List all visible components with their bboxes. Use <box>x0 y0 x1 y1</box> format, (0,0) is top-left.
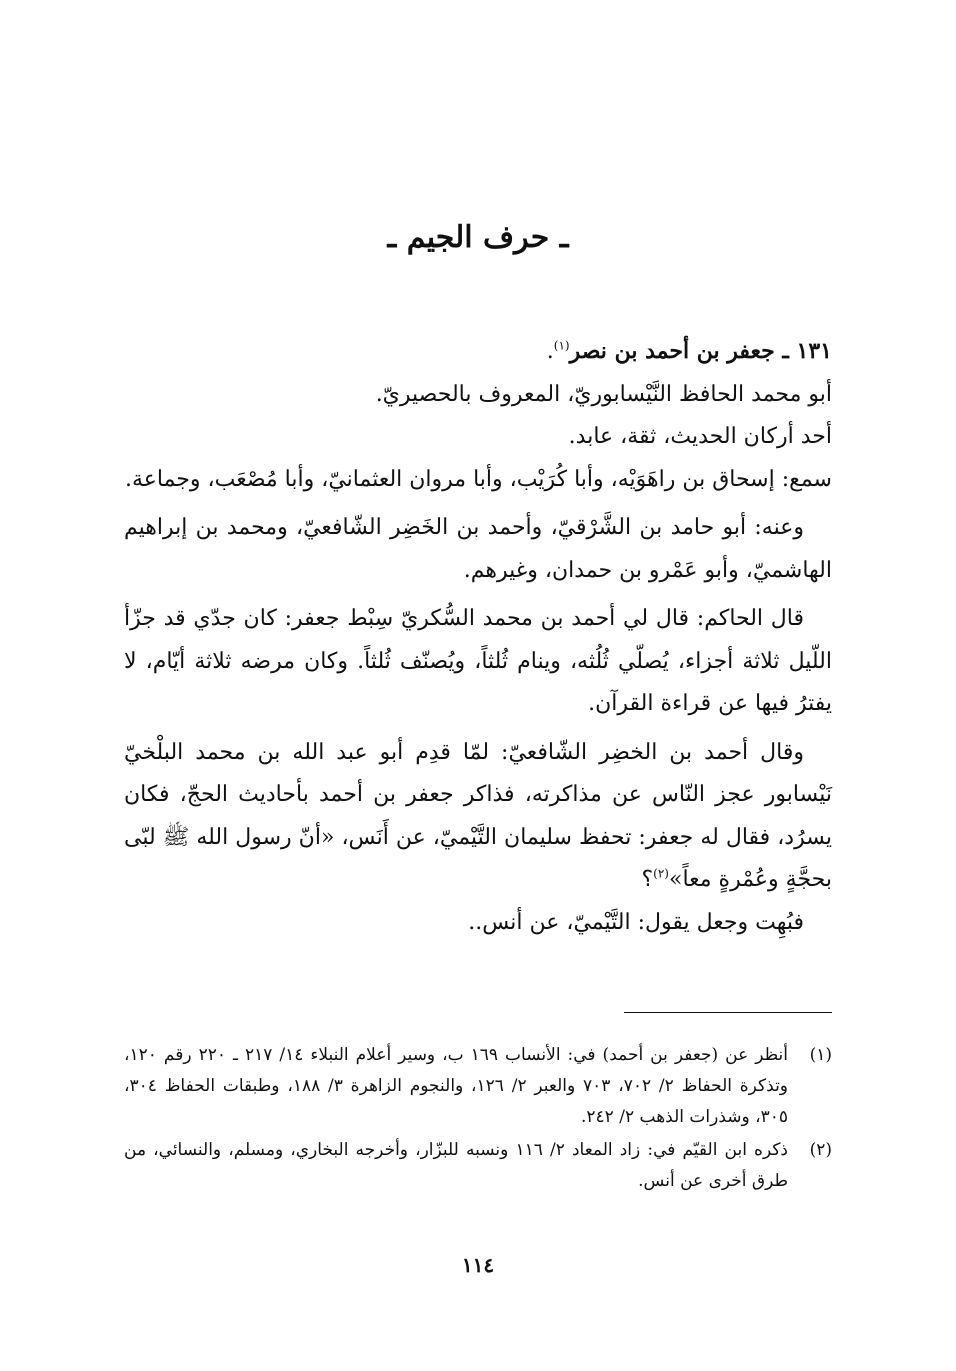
page-number: ١١٤ <box>461 1253 495 1277</box>
footnote-number: (١) <box>809 1045 832 1065</box>
hakim-paragraph: قال الحاكم: قال لي أحمد بن محمد السُّكريّ سِبْط جعفر: كان جدّي قد جزّأ اللّيل ثلاثة أجزاء، يُصلّي ثُلُثه، وينام ثُلثاً، ويُصنّف ثُلثاً. وكان مرضه ثلاثة أيّام، لا يفترُ فيها عن قراءة القرآن. <box>124 606 832 716</box>
footnote-1 <box>124 1040 832 1133</box>
footnote-number: (٢) <box>809 1140 832 1160</box>
footnote-divider <box>624 1012 832 1013</box>
closing-paragraph: فبُهِت وجعل يقول: التَّيْميّ، عن أنس.. <box>468 909 804 935</box>
teachers-paragraph: سمع: إسحاق بن راهَوَيْه، وأبا كُرَيْب، وأبا مروان العثمانيّ، وأبا مُصْعَب، وجماعة. <box>124 466 832 492</box>
footnote-2 <box>124 1135 832 1197</box>
status-paragraph: أحد أركان الحديث، ثقة، عابد. <box>568 424 832 449</box>
footnote-text: ذكره ابن القيّم في: زاد المعاد ٢/ ١١٦ ونسبه للبزّار، وأخرجه البخاري، ومسلم، والنسائي، من طرق أخرى عن أنس. <box>124 1140 788 1191</box>
shafii-text: وقال أحمد بن الخضِر الشّافعيّ: لمّا قدِم أبو عبد الله بن محمد البلْخيّ نَيْسابور عجز النّاس عن مذاكرته، فذاكر جعفر بن أحمد بأحاديث الحجّ، فكان يسرُد، فقال له جعفر: تحفظ سليمان التَّيْميّ، عن أَنَس، «أنّ رسول الله ﷺ لبّى بحجَّةٍ وعُمْرةٍ معاً» <box>124 739 832 892</box>
chapter-heading: ـ حرف الجيم ـ <box>387 220 569 255</box>
entry-body <box>124 330 832 944</box>
footnotes-section <box>124 1040 832 1199</box>
shafii-end: ؟ <box>641 867 654 892</box>
entry-heading: ١٣١ ـ جعفر بن أحمد بن نصر <box>569 338 832 364</box>
shafii-paragraph <box>124 732 832 902</box>
students-paragraph: وعنه: أبو حامد بن الشَّرْقيّ، وأحمد بن الخَضِر الشّافعيّ، ومحمد بن إبراهيم الهاشميّ، وأبو عَمْرو بن حمدان، وغيرهم. <box>124 515 832 583</box>
entry-heading-line <box>124 330 832 374</box>
kunya-paragraph: أبو محمد الحافظ النَّيْسابوريّ، المعروف بالحصيريّ. <box>375 381 832 407</box>
footnote-text: أنظر عن (جعفر بن أحمد) في: الأنساب ١٦٩ ب، وسير أعلام النبلاء ١٤/ ٢١٧ ـ ٢٢٠ رقم ١٢٠، وتذكرة الحفاظ ٢/ ٧٠٢، ٧٠٣ والعبر ٢/ ١٢٦، والنجوم الزاهرة ٣/ ١٨٨، وطبقات الحفاظ ٣٠٤، ٣٠٥، وشذرات الذهب ٢/ ٢٤٢. <box>124 1045 789 1127</box>
footnote-ref-1[interactable]: (١) <box>553 338 570 353</box>
footnote-ref-2[interactable]: (٢) <box>653 866 669 881</box>
entry-heading-end: . <box>546 339 554 364</box>
